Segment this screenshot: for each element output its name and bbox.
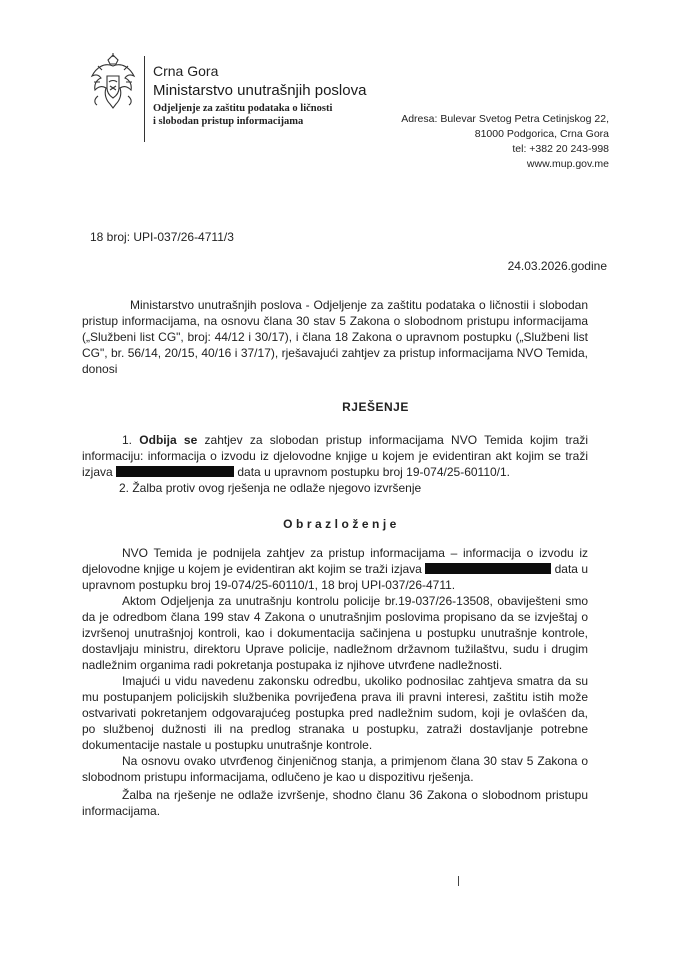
reasoning-heading: Obrazloženje <box>283 517 400 531</box>
reference-number: 18 broj: UPI-037/26-4711/3 <box>90 230 234 244</box>
item-1-bold: Odbija se <box>139 433 198 447</box>
department-line-1: Odjeljenje za zaštitu podataka o ličnosti <box>153 103 333 114</box>
reasoning-paragraph-4: Na osnovu ovako utvrđenog činjeničnog stanja, a primjenom člana 30 stav 5 Zakona o slobodnom pristupu informacijama, odlučeno je kao u dispozitivu rješenja. <box>82 754 588 784</box>
phone: tel: +382 20 243-998 <box>512 143 609 155</box>
reasoning-section <box>82 545 588 819</box>
decision-heading: RJEŠENJE <box>342 400 409 414</box>
address-line-2: 81000 Podgorica, Crna Gora <box>474 128 609 140</box>
dispositive-item-1 <box>82 432 588 480</box>
intro-paragraph: Ministarstvo unutrašnjih poslova - Odjeljenje za zaštitu podataka o ličnostii i slobodan pristup informacijama, na osnovu člana 30 stav 5 Zakona o slobodnom pristupu informacijama („Službeni list CG", broj: 44/12 i 30/17), i člana 18 Zakona o upravnom postupku („Službeni list CG", br. 56/14, 20/15, 40/16 i 37/17), rješavajući zahtjev za pristup informacijama NVO Temida, donosi <box>82 298 588 376</box>
website: www.mup.gov.me <box>526 158 609 170</box>
reasoning-paragraph-3: Imajući u vidu navedenu zakonsku odredbu, ukoliko podnosilac zahtjeva smatra da su mu postupanjem policijskih službenika povrijeđena prava ili pravni interesi, zaštitu istih može ostvarivati pokretanjem odgovarajućeg postupka pred nadležnim sudom, koji je ovlašćen da, po službenoj dužnosti ili na predlog stranaka u postupku, zatraži dostavljanje potrebne dokumentacije nastale u postupku unutrašnje kontrole. <box>82 674 588 752</box>
redaction-bar <box>116 466 234 477</box>
item-1-text-b: data u upravnom postupku broj 19-074/25-60110/1. <box>237 465 511 479</box>
coat-of-arms-icon <box>88 52 138 112</box>
redaction-bar <box>425 563 551 574</box>
scan-mark <box>458 876 459 886</box>
reasoning-paragraph-5: Žalba na rješenje ne odlaže izvršenje, shodno članu 36 Zakona o slobodnom pristupu informacijama. <box>82 788 588 818</box>
item-1-text-a: zahtjev za slobodan pristup informacijama NVO Temida kojim traži informaciju: informacija o izvodu iz djelovodne knjige u kojem je evidentiran akt kojim se traži izjava <box>82 433 588 479</box>
p1-text-b: data u upravnom postupku broj 19-074/25-60110/1, 18 broj UPI-037/26-4711. <box>82 562 588 592</box>
item-1-number: 1. <box>122 433 133 447</box>
header-divider <box>144 56 145 142</box>
contact-block <box>349 112 609 172</box>
p1-text-a: NVO Temida je podnijela zahtjev za pristup informacijama – informacija o izvodu iz djelovodne knjige u kojem je evidentiran akt kojim se traži izjava <box>82 546 588 576</box>
department-line-2: i slobodan pristup informacijama <box>153 116 304 127</box>
reasoning-paragraph-2: Aktom Odjeljenja za unutrašnju kontrolu policije br.19-037/26-13508, obaviješteni smo da je odredbom člana 199 stav 4 Zakona o unutrašnjim poslovima propisano da se izvještaj o izvršenoj unutrašnjoj kontroli, kao i dokumentacija sačinjena u postupku unutrašnje kontrole, dostavljaju ministru, direktoru Uprave policije, nadležnom državnom tužilaštvu, sudu i drugim nadležnim organima radi pokretanja postupaka iz njihove utvrđene nadležnosti. <box>82 594 588 672</box>
ministry-name: Ministarstvo unutrašnjih poslova <box>153 82 367 99</box>
dispositive-item-2: 2. Žalba protiv ovog rješenja ne odlaže njegovo izvršenje <box>119 481 422 495</box>
document-date: 24.03.2026.godine <box>507 259 607 273</box>
dispositive-section <box>82 432 588 496</box>
reasoning-paragraph-1 <box>82 545 588 593</box>
address-line-1: Adresa: Bulevar Svetog Petra Cetinjskog 22, <box>401 113 609 125</box>
country-name: Crna Gora <box>153 63 219 79</box>
